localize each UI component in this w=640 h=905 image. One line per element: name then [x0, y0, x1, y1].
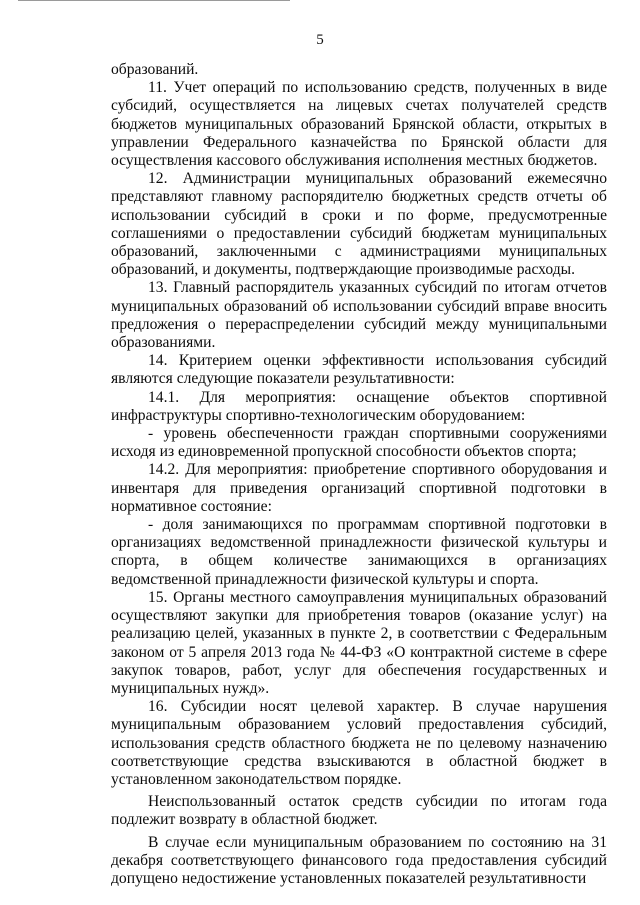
paragraph-14-2: 14.2. Для мероприятия: приобретение спортивного оборудования и инвентаря для приведения организаций спортивной подготовки в нормативное состояние: [111, 461, 607, 515]
paragraph-16: 16. Субсидии носят целевой характер. В случае нарушения муниципальным образованием условий предоставления субсидий, использования средств областного бюджета не по целевому назначению соответствующие средства взыскиваются в областной бюджет в установленном законодательством порядке. [111, 698, 607, 788]
document-body [111, 61, 607, 888]
page-number: 5 [316, 32, 324, 48]
paragraph-14: 14. Критерием оценки эффективности использования субсидий являются следующие показатели результативности: [111, 352, 607, 388]
paragraph-12: 12. Администрации муниципальных образований ежемесячно представляют главному распорядителю бюджетных средств отчеты об использовании субсидий в сроки и по форме, предусмотренные соглашениями о предоставлении субсидий бюджетам муниципальных образований, заключенными с администрациями муниципальных образований, и документы, подтверждающие производимые расходы. [111, 170, 607, 279]
paragraph-13: 13. Главный распорядитель указанных субсидий по итогам отчетов муниципальных образований об использовании субсидий вправе вносить предложения о перераспределении субсидий между муниципальными образованиями. [111, 279, 607, 352]
paragraph-continuation: образований. [111, 61, 199, 78]
paragraph-underachievement: В случае если муниципальным образованием по состоянию на 31 декабря соответствующего финансового года предоставления субсидий допущено недостижение установленных показателей результативности [111, 833, 607, 887]
paragraph-14-2-indicator: - доля занимающихся по программам спортивной подготовки в организациях ведомственной принадлежности физической культуры и спорта, в общем количестве занимающихся в организациях ведомственной принадлежности физической культуры и спорта. [111, 516, 607, 588]
paragraph-11: 11. Учет операций по использованию средств, полученных в виде субсидий, осуществляется на лицевых счетах получателей средств бюджетов муниципальных образований Брянской области, открытых в управлении Федерального казначейства по Брянской области для осуществления кассового обслуживания исполнения местных бюджетов. [111, 79, 607, 170]
paragraph-15: 15. Органы местного самоуправления муниципальных образований осуществляют закупки для приобретения товаров (оказание услуг) на реализацию целей, указанных в пункте 2, в соответствии с Федеральным законом от 5 апреля 2013 года № 44-ФЗ «О контрактной системе в сфере закупок товаров, работ, услуг для обеспечения государственных и муниципальных нужд». [111, 588, 607, 697]
paragraph-unused-balance: Неиспользованный остаток средств субсидии по итогам года подлежит возврату в областной бюджет. [111, 793, 607, 829]
page-top-rule [18, 0, 290, 1]
paragraph-14-1-indicator: - уровень обеспеченности граждан спортивными сооружениями исходя из единовременной пропускной способности объектов спорта; [111, 425, 607, 461]
paragraph-14-1: 14.1. Для мероприятия: оснащение объектов спортивной инфраструктуры спортивно-технологическим оборудованием: [111, 388, 607, 424]
